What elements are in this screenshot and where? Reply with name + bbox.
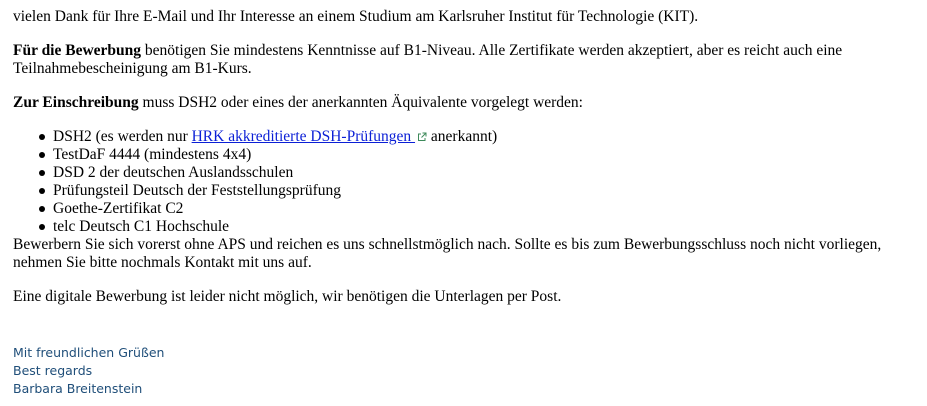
post-note: Eine digitale Bewerbung ist leider nicht möglich, wir benötigen die Unterlagen per Post. [13,288,562,305]
application-paragraph [13,42,918,78]
list-item-text: TestDaF 4444 (mindestens 4x4) [53,146,252,163]
list-item [39,164,918,182]
application-heading: Für die Bewerbung [13,42,142,59]
signature-closing-english: Best regards [13,363,93,378]
list-item-text: Goethe-Zertifikat C2 [53,200,184,217]
bullet [39,188,45,194]
enrollment-heading: Zur Einschreibung [13,94,139,111]
requirements-list [13,128,918,236]
bullet [39,206,45,212]
hrk-dsh-link-text[interactable]: HRK akkreditierte DSH-Prüfungen [191,128,416,145]
signature-closing: Mit freundlichen Grüßen [13,345,165,360]
bullet [39,152,45,158]
list-item [39,182,918,200]
bullet [39,224,45,230]
bullet [39,170,45,176]
aps-note: Bewerbern Sie sich vorerst ohne APS und reichen es uns schnellstmöglich nach. Sollte es bis zum Bewerbungsschluss noch nicht vorliegen, nehmen Sie bitte nochmals Kontakt mit uns auf. [13,236,882,271]
list-item [39,146,918,164]
list-item-text: Prüfungsteil Deutsch der Feststellungsprüfung [53,182,342,199]
list-item [39,218,918,236]
email-body [13,8,918,306]
enrollment-text: muss DSH2 oder eines der anerkannten Äquivalente vorgelegt werden: [138,94,583,111]
hrk-dsh-link[interactable] [192,128,427,145]
application-text: benötigen Sie mindestens Kenntnisse auf B1-Niveau. Alle Zertifikate werden akzeptiert, aber es reicht auch eine Teilnahmebescheinigung am B1-Kurs. [13,42,843,77]
signature-name: Barbara Breitenstein [13,381,143,396]
dsh2-prefix: DSH2 (es werden nur [53,128,192,145]
enrollment-paragraph [13,94,918,112]
signature [13,344,164,398]
greeting-line: vielen Dank für Ihre E-Mail und Ihr Interesse an einem Studium am Karlsruher Institut für Technologie (KIT). [13,8,699,25]
bullet [39,134,45,140]
dsh2-suffix: anerkannt) [427,128,498,145]
list-item [39,200,918,218]
list-item-text: DSD 2 der deutschen Auslandsschulen [53,164,294,181]
external-link-icon[interactable] [417,132,427,142]
list-item-text: telc Deutsch C1 Hochschule [53,218,230,235]
list-item [39,128,918,146]
